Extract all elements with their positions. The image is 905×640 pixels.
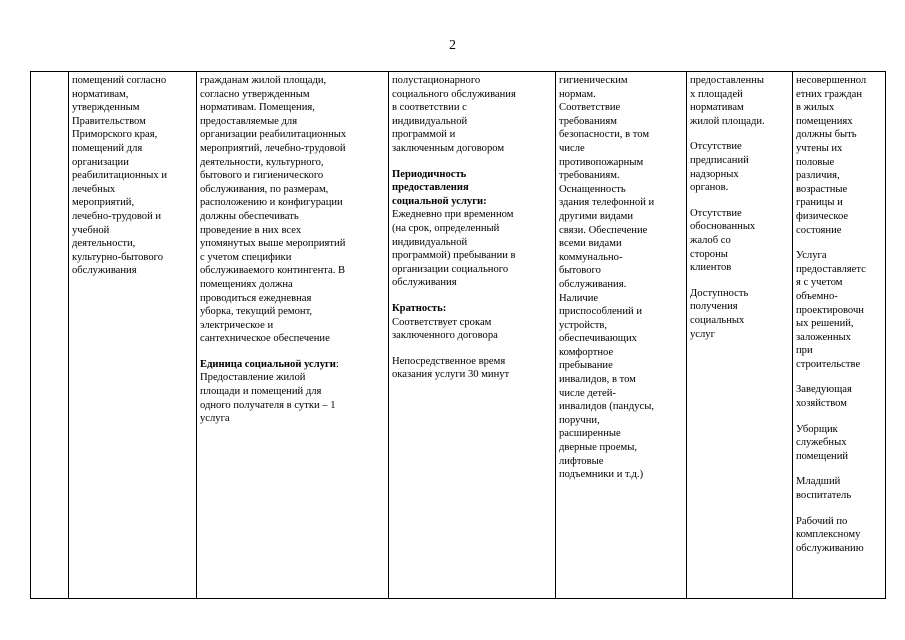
- service-unit: Единица социальной услуги: Предоставление жилой площади и помещений для одного получателя в сутки – 1 услуга: [200, 358, 339, 425]
- cell-number: [31, 72, 69, 599]
- page-number: 2: [449, 38, 456, 53]
- cell-service-name: [69, 72, 197, 599]
- periodicity-label: Периодичность предоставления социальной услуги:: [392, 168, 487, 207]
- service-unit-label: Единица социальной услуги: [200, 358, 336, 370]
- cell-evaluation: [687, 72, 793, 599]
- cell-quality-indicators: [556, 72, 687, 599]
- frequency-text: Соответствует срокам заключенного договора: [392, 316, 498, 342]
- service-unit-text: Предоставление жилой площади и помещений для одного получателя в сутки – 1 услуга: [200, 372, 336, 425]
- condition-item: несовершеннол етних граждан в жилых помещениях должны быть учтены их половые различия, возрастные границы и физическое состояние: [796, 75, 867, 236]
- evaluation-item: предоставленны х площадей нормативам жилой площади.: [690, 75, 765, 127]
- service-description-text: гражданам жилой площади, согласно утвержденным нормативам. Помещения, предоставляемые для организации реабилитационных мероприятий, лечебно-трудовой деятельности, культурного, бытового и гигиенического обслуживания, по размерам, расположению и конфигурации должны обеспечивать проведение в них всех упомянутых выше мероприятий с учетом специфики обслуживаемого контингента. В помещениях должна проводиться ежедневная уборка, текущий ремонт, электрическое и сантехническое обеспечение: [200, 75, 347, 345]
- cell-service-terms: [389, 72, 556, 599]
- condition-item: Услуга предоставляетс я с учетом объемно- проектировочн ых решений, заложенных при строительстве: [796, 250, 866, 370]
- service-standard-table: [30, 71, 886, 599]
- table-row: [31, 72, 886, 599]
- cell-service-description: [197, 72, 389, 599]
- periodicity-text: Ежедневно при временном (на срок, определенный индивидуальной программой) пребывании в организации социального обслуживания: [392, 209, 516, 289]
- staff-item: Рабочий по комплексному обслуживанию: [796, 515, 864, 554]
- quality-indicators-text: гигиеническим нормам. Соответствие требованиям безопасности, в том числе противопожарным требованиям. Оснащенность здания телефонной и другими видами связи. Обеспечение всеми видами коммунально- бытового обслуживания. Наличие приспособлений и устройств, обеспечивающих комфортное пребывание инвалидов, в том числе детей- инвалидов (пандусы, поручни, расширенные дверные проемы, лифтовые подъемники и т.д.): [559, 75, 655, 481]
- staff-item: Уборщик служебных помещений: [796, 423, 849, 462]
- service-name-text: помещений согласно нормативам, утвержденным Правительством Приморского края, помещений для организации реабилитационных и лечебных мероприятий, лечебно-трудовой и учебной деятельности, культурно-бытового обслуживания: [72, 75, 168, 277]
- service-time-text: Непосредственное время оказания услуги 30 минут: [392, 355, 510, 381]
- cell-conditions: [793, 72, 886, 599]
- evaluation-item: Отсутствие обоснованных жалоб со стороны клиентов: [690, 207, 756, 274]
- frequency-label: Кратность:: [392, 302, 447, 314]
- evaluation-item: Отсутствие предписаний надзорных органов.: [690, 141, 749, 194]
- evaluation-item: Доступность получения социальных услуг: [690, 287, 749, 340]
- staff-item: Младший воспитатель: [796, 476, 852, 502]
- staff-item: Заведующая хозяйством: [796, 384, 852, 410]
- service-terms-text: полустационарного социального обслуживания в соответствии с индивидуальной программой и заключенным договором: [392, 75, 516, 154]
